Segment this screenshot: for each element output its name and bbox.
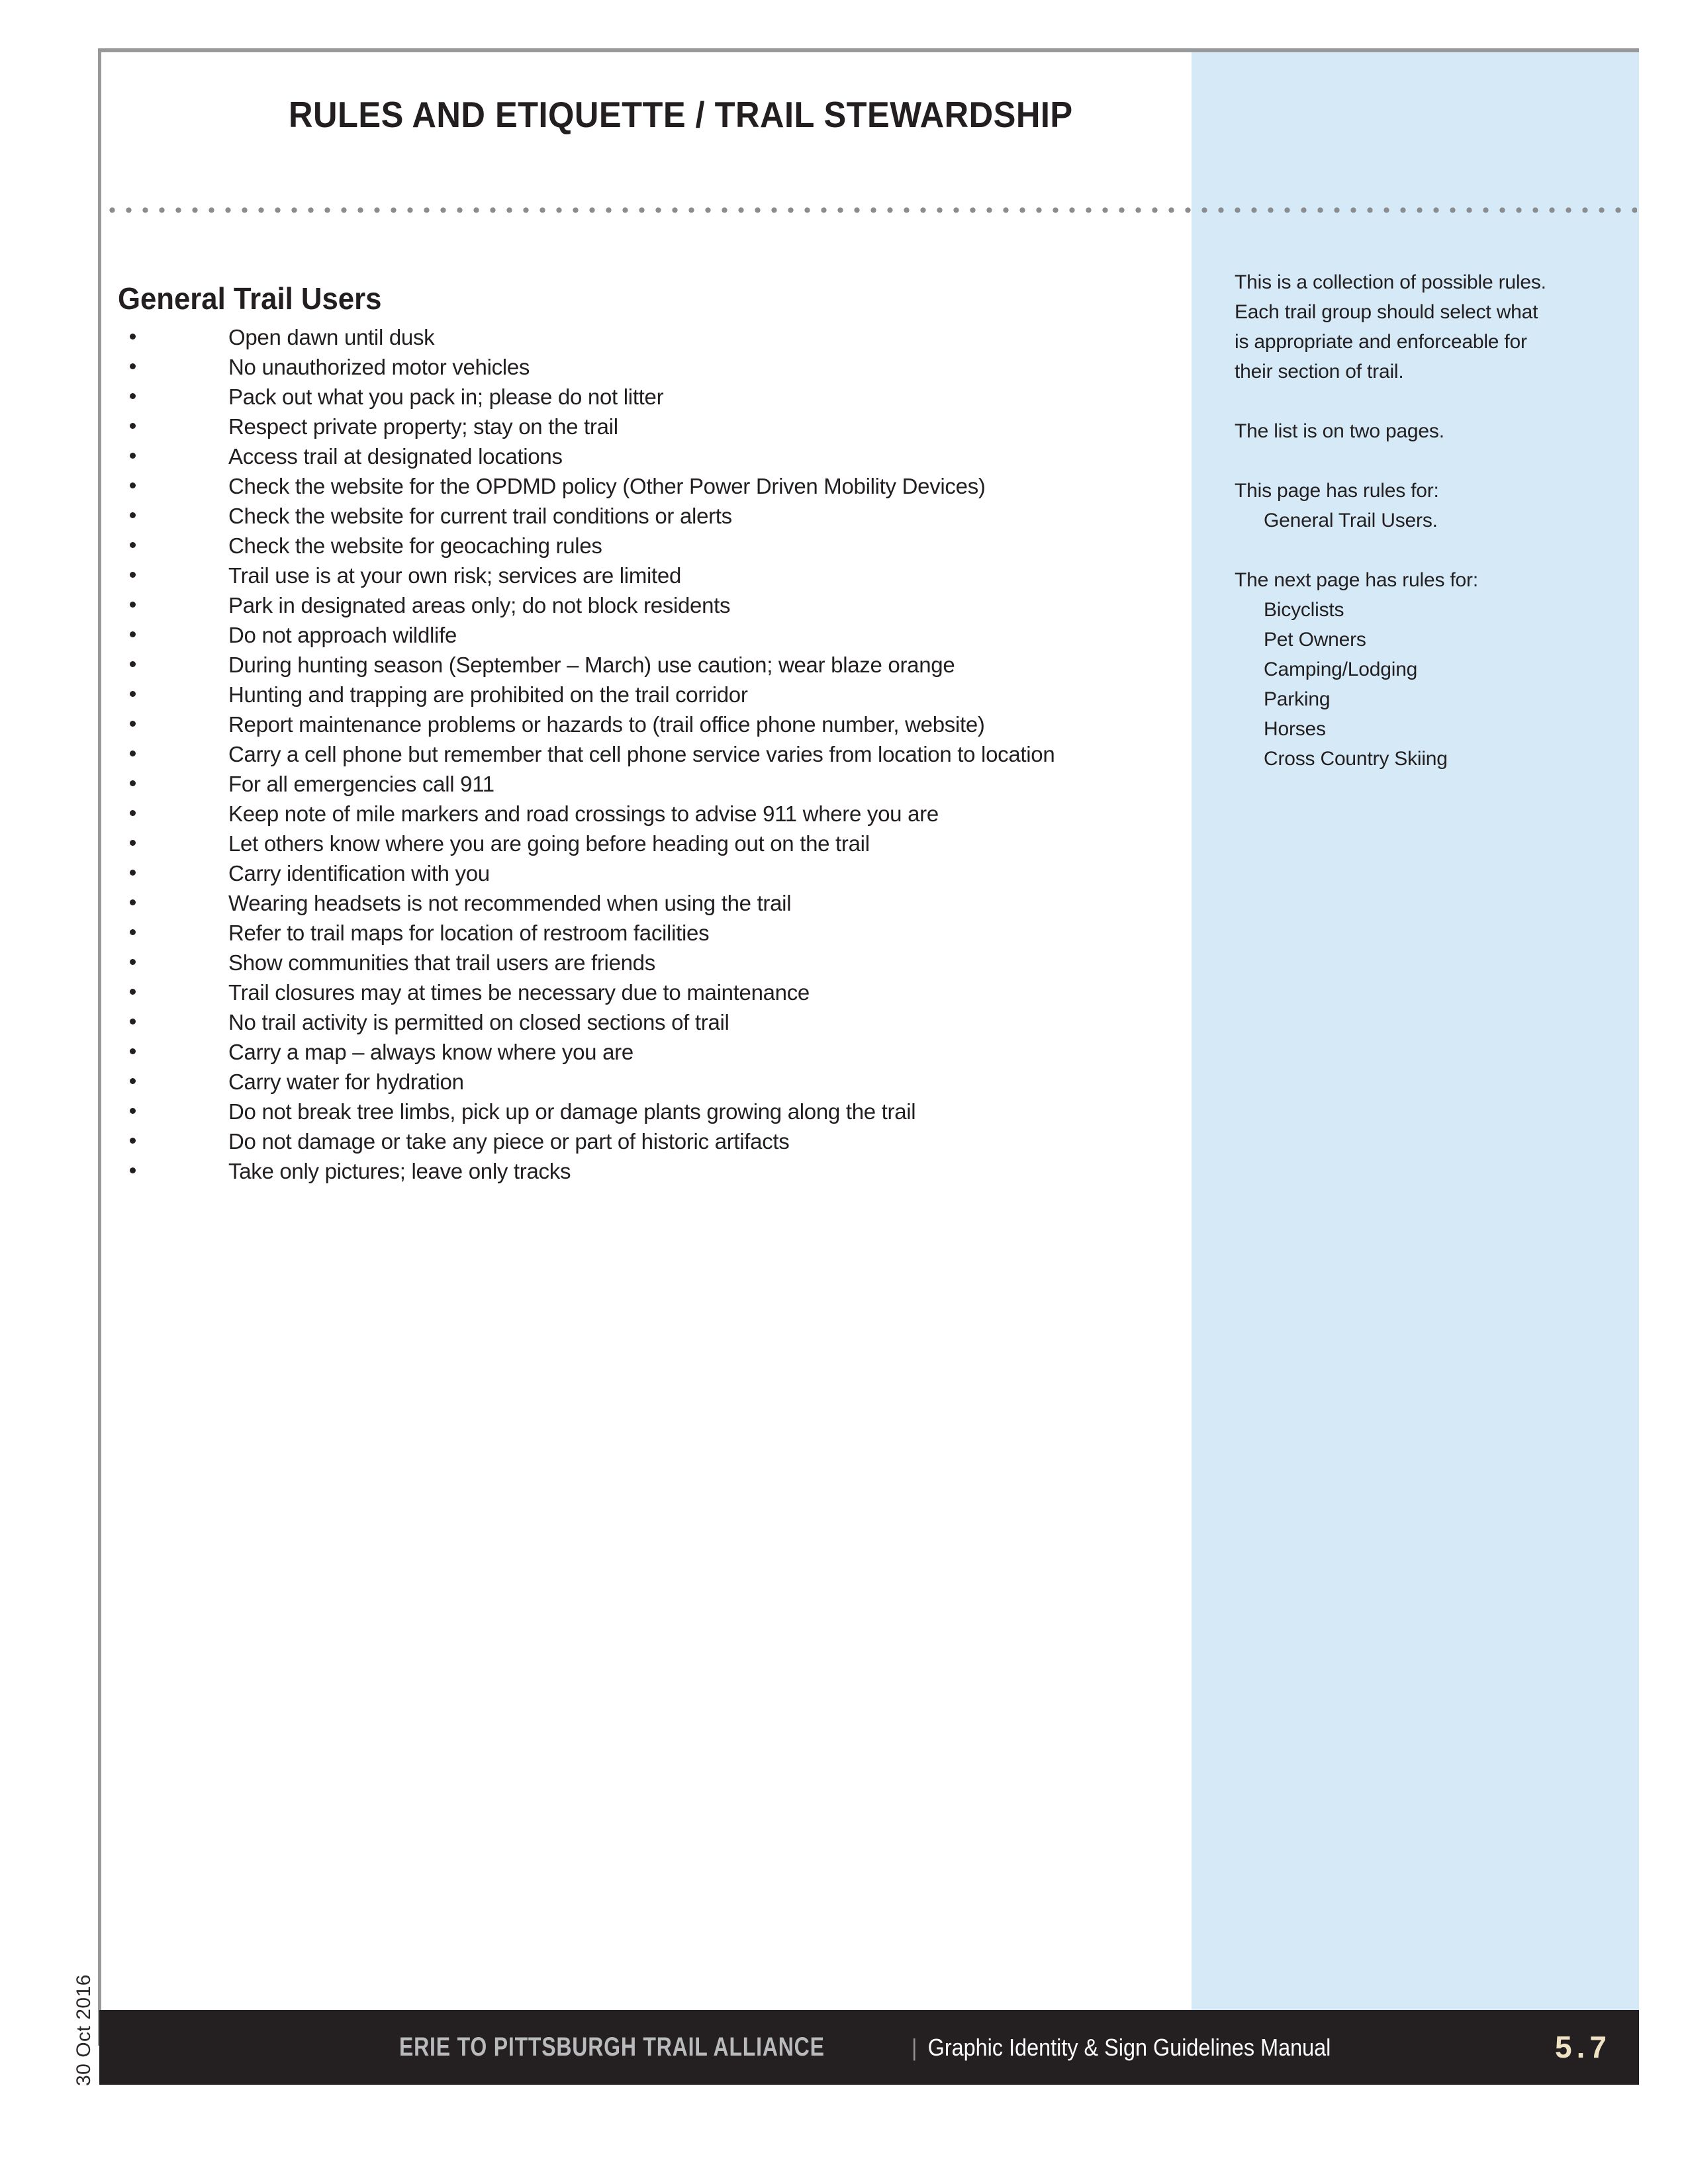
rule-text: Hunting and trapping are prohibited on the trail corridor	[228, 682, 748, 707]
sidebar-intro-line: This is a collection of possible rules.	[1235, 271, 1546, 293]
sidebar-intro	[1235, 267, 1632, 387]
rule-text: Check the website for current trail conditions or alerts	[228, 504, 732, 528]
bullet-dot-icon	[130, 1167, 136, 1173]
bullet-dot-icon	[130, 423, 136, 429]
sidebar-next-page-item: Bicyclists	[1264, 599, 1344, 621]
bullet-dot-icon	[130, 899, 136, 905]
bullet-dot-icon	[130, 602, 136, 608]
bullet-dot-icon	[130, 1078, 136, 1084]
rule-text: For all emergencies call 911	[228, 772, 494, 796]
bullet-dot-icon	[130, 691, 136, 697]
rule-text: Check the website for the OPDMD policy (Other Power Driven Mobility Devices)	[228, 474, 986, 498]
footer-page-number: 5.7	[1555, 2030, 1611, 2064]
footer-organization: ERIE TO PITTSBURGH TRAIL ALLIANCE	[399, 2032, 825, 2062]
sidebar-gap	[1235, 535, 1632, 565]
bullet-dot-icon	[130, 721, 136, 727]
bullet-dot-icon	[130, 572, 136, 578]
sidebar-gap	[1235, 387, 1632, 416]
rule-text: Carry a map – always know where you are	[228, 1040, 633, 1064]
rule-text: Carry water for hydration	[228, 1069, 464, 1094]
sidebar-next-page-item: Camping/Lodging	[1264, 659, 1418, 680]
footer-separator: |	[912, 2034, 917, 2061]
rule-text: Carry identification with you	[228, 861, 490, 886]
rule-text: Let others know where you are going before heading out on the trail	[228, 831, 870, 856]
sidebar-intro-line: is appropriate and enforceable for	[1235, 331, 1527, 353]
section-heading: General Trail Users	[118, 281, 382, 316]
bullet-dot-icon	[130, 959, 136, 965]
date-stamp: 30 Oct 2016	[73, 1974, 95, 2086]
sidebar-gap	[1235, 446, 1632, 476]
bullet-dot-icon	[130, 393, 136, 399]
bullet-dot-icon	[130, 1048, 136, 1054]
sidebar-this-page-label: This page has rules for:	[1235, 480, 1439, 502]
footer-bar	[99, 2010, 1639, 2085]
bullet-dot-icon	[130, 870, 136, 876]
bullet-dot-icon	[130, 840, 136, 846]
rule-text: During hunting season (September – March) use caution; wear blaze orange	[228, 653, 955, 677]
bullet-dot-icon	[130, 334, 136, 340]
rule-text: Check the website for geocaching rules	[228, 533, 602, 558]
rule-text: Pack out what you pack in; please do not litter	[228, 385, 664, 409]
bullet-dot-icon	[130, 512, 136, 518]
bullet-dot-icon	[130, 1019, 136, 1024]
sidebar-intro-line: their section of trail.	[1235, 361, 1404, 383]
page-border-top	[98, 48, 1639, 52]
rule-text: Park in designated areas only; do not block residents	[228, 593, 731, 617]
bullet-dot-icon	[130, 751, 136, 756]
rule-text: Access trail at designated locations	[228, 444, 563, 469]
footer-manual-title: Graphic Identity & Sign Guidelines Manual	[927, 2034, 1331, 2061]
dotted-separator	[104, 207, 1637, 213]
rule-text: Report maintenance problems or hazards to (trail office phone number, website)	[228, 712, 985, 737]
sidebar-intro-line: Each trail group should select what	[1235, 301, 1538, 323]
bullet-dot-icon	[130, 1138, 136, 1144]
rule-text: Open dawn until dusk	[228, 325, 435, 349]
rule-text: Do not approach wildlife	[228, 623, 457, 647]
page-border-left	[98, 48, 101, 2046]
rule-text: Show communities that trail users are friends	[228, 950, 655, 975]
rule-text: Keep note of mile markers and road crossings to advise 911 where you are	[228, 801, 939, 826]
bullet-dot-icon	[130, 631, 136, 637]
bullet-dot-icon	[130, 780, 136, 786]
page-title: RULES AND ETIQUETTE / TRAIL STEWARDSHIP	[289, 94, 1073, 135]
rule-text: Carry a cell phone but remember that cell phone service varies from location to location	[228, 742, 1055, 766]
sidebar-next-page-item: Pet Owners	[1264, 629, 1366, 651]
bullet-dot-icon	[130, 482, 136, 488]
rule-text: Take only pictures; leave only tracks	[228, 1159, 571, 1183]
sidebar-list-note: The list is on two pages.	[1235, 420, 1444, 442]
sidebar-notes	[1235, 267, 1632, 774]
rule-text: Do not damage or take any piece or part of historic artifacts	[228, 1129, 790, 1154]
bullet-dot-icon	[130, 1108, 136, 1114]
bullet-dot-icon	[130, 989, 136, 995]
sidebar-next-page-item: Cross Country Skiing	[1264, 748, 1448, 770]
rule-text: Trail closures may at times be necessary due to maintenance	[228, 980, 810, 1005]
sidebar-this-page-list	[1235, 506, 1632, 535]
bullet-dot-icon	[130, 810, 136, 816]
rule-text: Respect private property; stay on the trail	[228, 414, 618, 439]
bullet-dot-icon	[130, 542, 136, 548]
rule-text: Wearing headsets is not recommended when using the trail	[228, 891, 792, 915]
bullet-dot-icon	[130, 363, 136, 369]
bullet-dot-icon	[130, 453, 136, 459]
rule-text: Trail use is at your own risk; services are limited	[228, 563, 682, 588]
sidebar-next-page-item: Parking	[1264, 688, 1331, 710]
rule-text: Refer to trail maps for location of restroom facilities	[228, 921, 710, 945]
rule-text: No unauthorized motor vehicles	[228, 355, 530, 379]
sidebar-next-page-item: Horses	[1264, 718, 1326, 740]
bullet-dot-icon	[130, 661, 136, 667]
rule-text: Do not break tree limbs, pick up or damage plants growing along the trail	[228, 1099, 916, 1124]
rule-text: No trail activity is permitted on closed sections of trail	[228, 1010, 729, 1034]
footer-manual-title-group	[912, 2010, 1331, 2085]
bullet-dot-icon	[130, 929, 136, 935]
sidebar-this-page-item: General Trail Users.	[1264, 510, 1438, 531]
sidebar-next-page-label: The next page has rules for:	[1235, 569, 1478, 591]
sidebar-next-page-list	[1235, 595, 1632, 774]
